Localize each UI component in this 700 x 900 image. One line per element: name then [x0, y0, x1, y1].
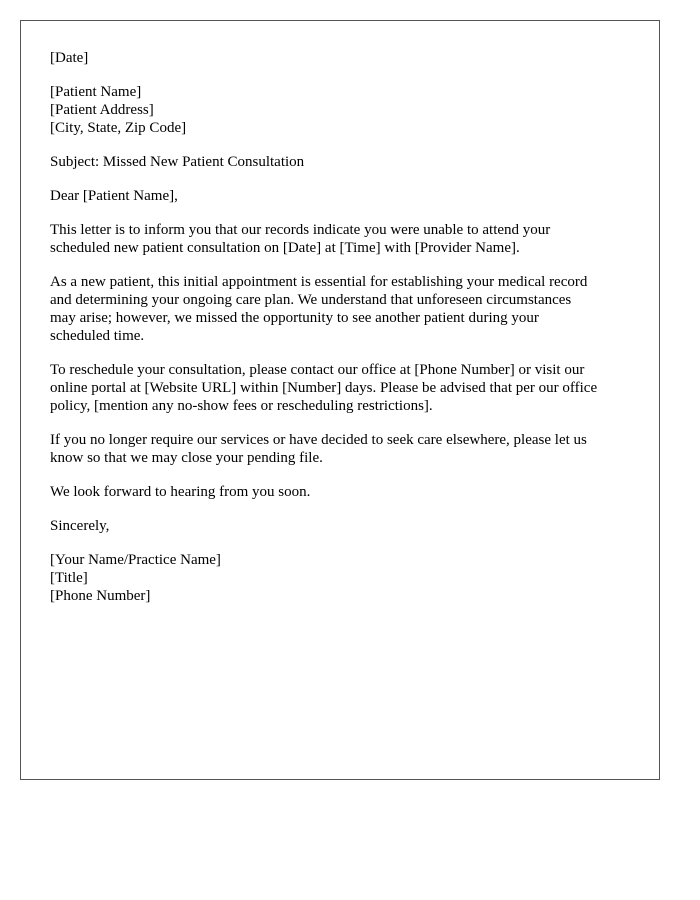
paragraph-line: scheduled new patient consultation on [Date] at [Time] with [Provider Name].: [50, 240, 520, 256]
paragraph-line: scheduled time.: [50, 328, 145, 344]
salutation-block: [50, 187, 640, 205]
letter-page: [20, 20, 660, 780]
body-paragraph-1: [50, 221, 640, 257]
recipient-name: [Patient Name]: [50, 84, 142, 100]
paragraph-line: To reschedule your consultation, please contact our office at [Phone Number] or visit our: [50, 362, 585, 378]
paragraph-line: online portal at [Website URL] within [Number] days. Please be advised that per our office: [50, 380, 598, 396]
body-paragraph-3: [50, 361, 640, 415]
subject-block: [50, 153, 640, 171]
body-paragraph-4: [50, 431, 640, 467]
recipient-address: [Patient Address]: [50, 102, 154, 118]
letter-closing: Sincerely,: [50, 518, 110, 534]
body-paragraph-5: [50, 483, 640, 501]
letter-date: [Date]: [50, 50, 89, 66]
paragraph-line: may arise; however, we missed the opportunity to see another patient during your: [50, 310, 539, 326]
recipient-city-state-zip: [City, State, Zip Code]: [50, 120, 187, 136]
letter-salutation: Dear [Patient Name],: [50, 188, 178, 204]
letter-content: [50, 49, 640, 621]
signature-title: [Title]: [50, 570, 88, 586]
letter-subject: Subject: Missed New Patient Consultation: [50, 154, 305, 170]
paragraph-line: and determining your ongoing care plan. We understand that unforeseen circumstances: [50, 292, 572, 308]
letter-date-block: [50, 49, 640, 67]
signature-block: [50, 551, 640, 605]
signature-phone: [Phone Number]: [50, 588, 151, 604]
body-paragraph-2: [50, 273, 640, 345]
paragraph-line: We look forward to hearing from you soon.: [50, 484, 311, 500]
signature-name: [Your Name/Practice Name]: [50, 552, 221, 568]
paragraph-line: This letter is to inform you that our records indicate you were unable to attend your: [50, 222, 551, 238]
paragraph-line: If you no longer require our services or have decided to seek care elsewhere, please let us: [50, 432, 587, 448]
recipient-address-block: [50, 83, 640, 137]
paragraph-line: policy, [mention any no-show fees or rescheduling restrictions].: [50, 398, 433, 414]
paragraph-line: know so that we may close your pending file.: [50, 450, 323, 466]
paragraph-line: As a new patient, this initial appointment is essential for establishing your medical record: [50, 274, 588, 290]
closing-block: [50, 517, 640, 535]
